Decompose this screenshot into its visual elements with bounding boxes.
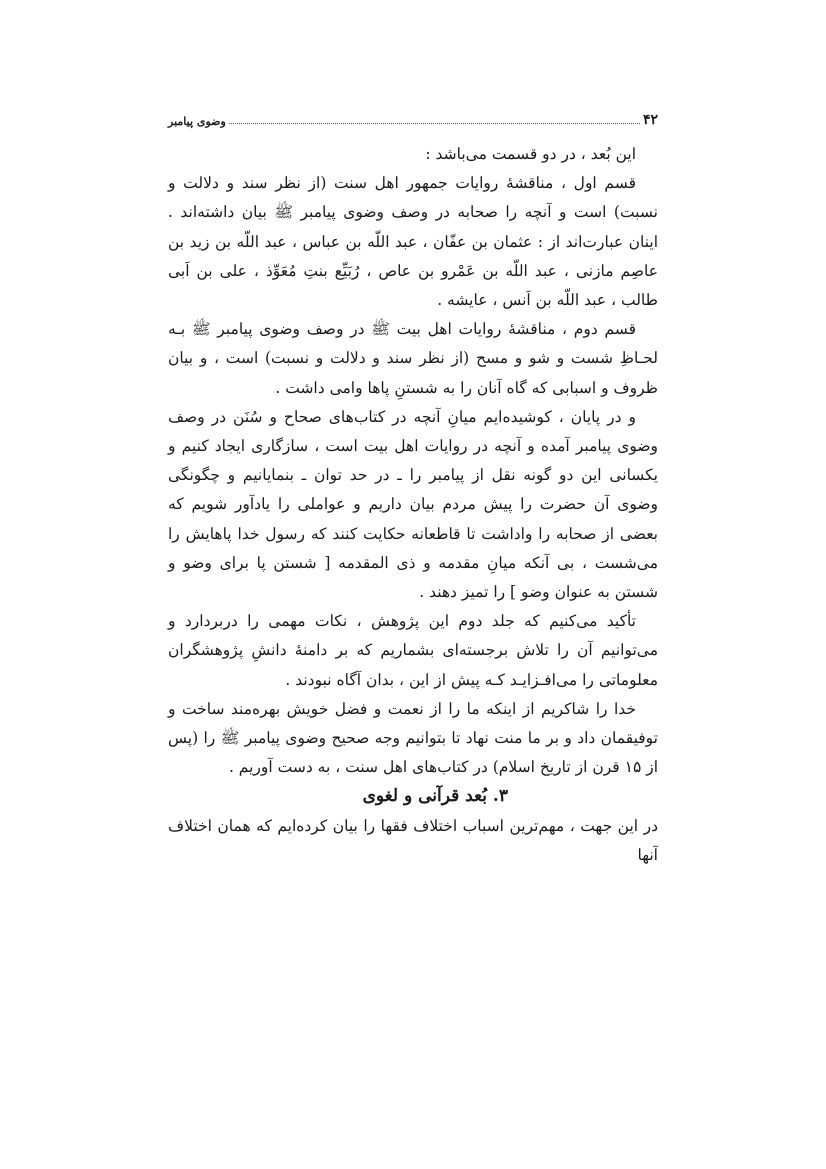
paragraph-intro: این بُعد ، در دو قسمت می‌باشد : <box>425 145 636 163</box>
paragraph-emphasis: تأکید می‌کنیم که جلد دوم این پژوهش ، نکات مهمی را دربردارد و می‌توانیم آن را تلاش برجسته‌ای بشماریم که بر دامنهٔ دانشِ پژوهشگران معلوماتی را می‌افـزایـد کـه پیش از این ، بدان آگاه نبودند . <box>168 612 658 689</box>
paragraph-thanks: خدا را شاکریم از اینکه ما را از نعمت و فضل خویش بهره‌مند ساخت و توفیقمان داد و بر ما منت نهاد تا بتوانیم وجه صحیح وضوی پیامبر ﷺ را (پس از ۱۵ قرن از تاریخ اسلام) در کتاب‌های اهل سنت ، به دست آوریم . <box>168 699 658 777</box>
running-title: وضوی پیامبر <box>168 115 226 128</box>
paragraph-first-part: قسم اول ، مناقشهٔ روایات جمهور اهل سنت (از نظر سند و دلالت و نسبت) است و آنچه را صحابه در وصف وضوی پیامبر ﷺ بیان داشته‌اند . اینان عبارت‌اند از : عثمان بن عفّان ، عبد اللّه بن عباس ، عبد اللّه بن زید بن عاصِم مازنی ، عبد اللّه بن عَمْرو بن عاص ، رُبَیِّع بنتِ مُعَوِّذ ، علی بن اَبی طالب ، عبد اللّه بن اَنس ، عایشه . <box>168 174 658 310</box>
page-number: ۴۲ <box>642 112 658 128</box>
paragraph-section-start: در این جهت ، مهم‌ترین اسباب اختلاف فقها را بیان کرده‌ایم که همان اختلاف آنها <box>168 816 658 864</box>
paragraph-conclusion: و در پایان ، کوشیده‌ایم میانِ آنچه در کتاب‌های صحاح و سُنَن در وصف وضوی پیامبر آمده و آنچه در روایات اهل بیت است ، سازگاری ایجاد کنیم و یکسانی این دو گونه نقل از پیامبر را ـ در حد توان ـ بنمایانیم و چگونگی وضوی آن حضرت را پیش مردم بیان داریم و عواملی را یادآور شویم که بعضی از صحابه را واداشت تا قاطعانه حکایت کنند که رسول خدا پاهایش را می‌شست ، بی آنکه میانِ مقدمه و ذی المقدمه [ شستن پا برای وضو و شستن به عنوان وضو ] را تمیز دهند . <box>168 407 658 602</box>
running-header <box>168 106 658 128</box>
paragraph-second-part: قسم دوم ، مناقشهٔ روایات اهل بیت ﷺ در وصف وضوی پیامبر ﷺ بـه لحـاظِ شست و شو و مسح (از نظر سند و دلالت و نسبت) است ، و بیان ظروف و اسبابی که گاه آنان را به شستنِ پاها وامی داشت . <box>168 320 658 397</box>
dotted-leader <box>229 123 640 124</box>
section-heading: ۳. بُعد قرآنی و لغوی <box>362 786 508 807</box>
body-text <box>168 140 658 870</box>
